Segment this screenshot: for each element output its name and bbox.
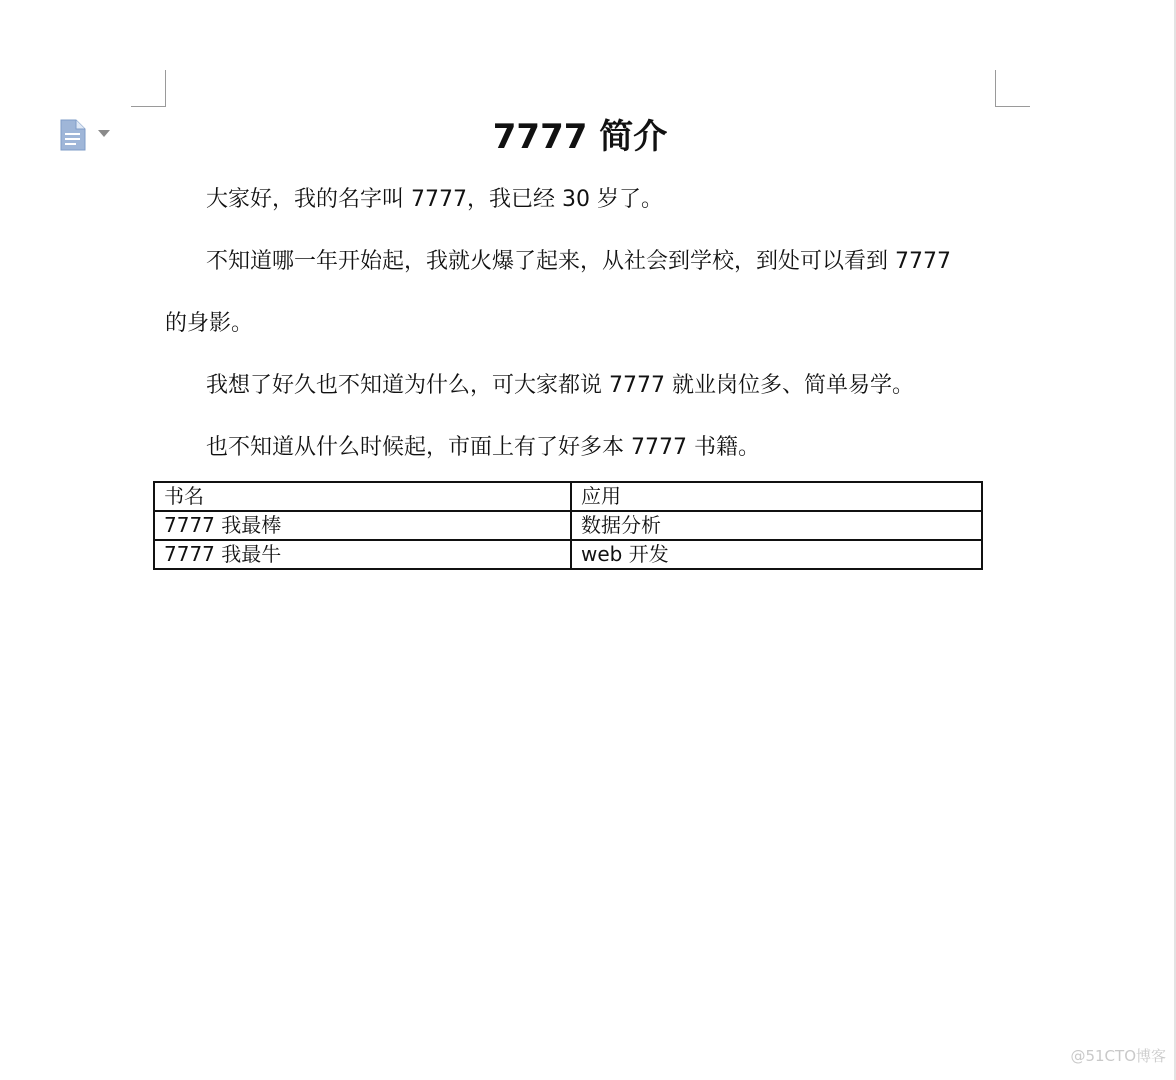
document-title: 7777 简介 xyxy=(492,117,668,157)
paragraph-intro: 大家好，我的名字叫 7777，我已经 30 岁了。 xyxy=(206,187,663,212)
table-cell[interactable]: 7777 我最牛 xyxy=(154,540,571,569)
table-cell[interactable]: web 开发 xyxy=(571,540,982,569)
margin-corner-top-left xyxy=(131,70,166,107)
paragraph-reason: 我想了好久也不知道为什么，可大家都说 7777 就业岗位多、简单易学。 xyxy=(206,373,914,398)
margin-corner-top-right xyxy=(995,70,1030,107)
table-header-cell[interactable]: 应用 xyxy=(571,482,982,511)
book-table xyxy=(153,481,983,570)
table-cell[interactable]: 数据分析 xyxy=(571,511,982,540)
watermark: @51CTO博客 xyxy=(1070,1047,1166,1065)
table-cell[interactable]: 7777 我最棒 xyxy=(154,511,571,540)
table-header-cell[interactable]: 书名 xyxy=(154,482,571,511)
table-row xyxy=(154,511,982,540)
paragraph-popularity-line1: 不知道哪一年开始起，我就火爆了起来，从社会到学校，到处可以看到 7777 xyxy=(206,249,951,274)
paragraph-books: 也不知道从什么时候起，市面上有了好多本 7777 书籍。 xyxy=(206,435,760,460)
table-row xyxy=(154,540,982,569)
table-header-row xyxy=(154,482,982,511)
paragraph-popularity-line2: 的身影。 xyxy=(165,311,254,336)
